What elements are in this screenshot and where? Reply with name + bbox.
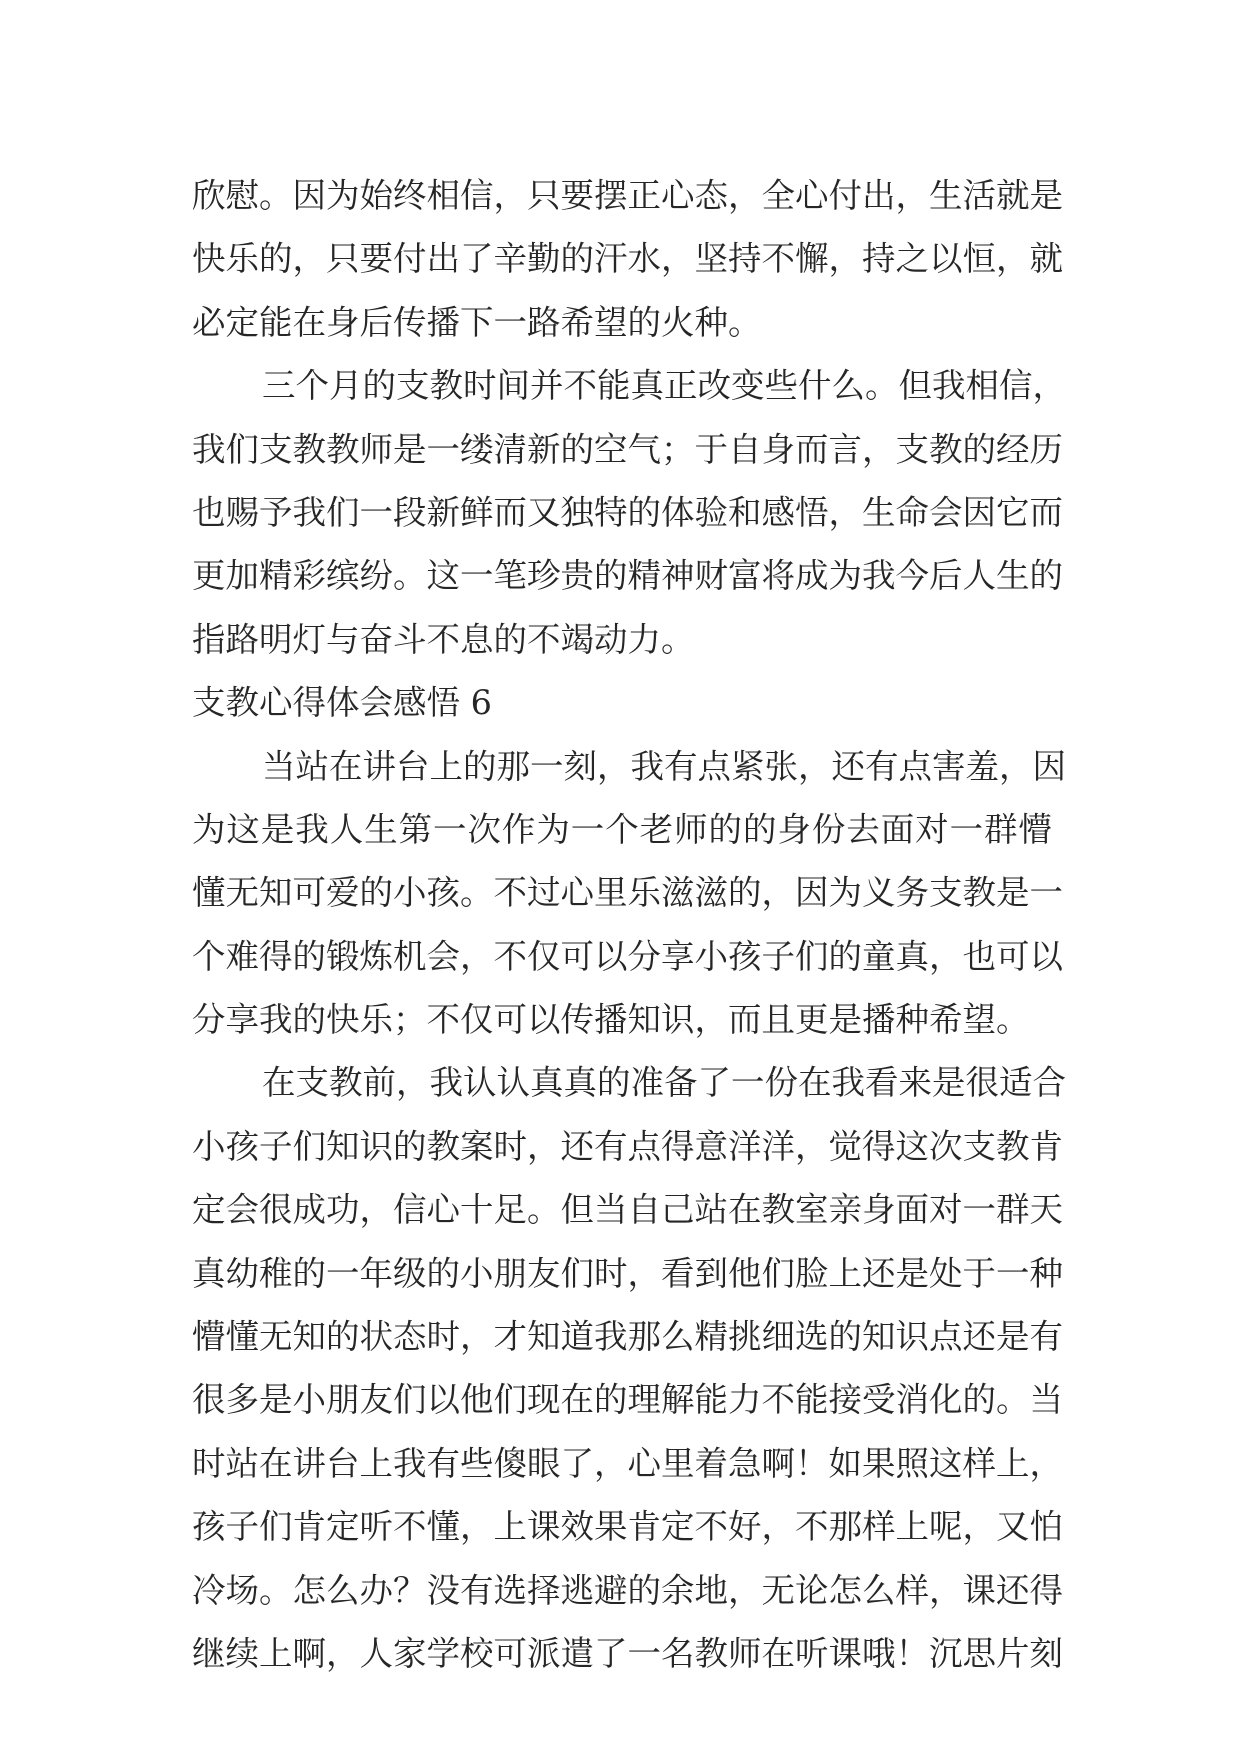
text-line: 指路明灯与奋斗不息的不竭动力。: [192, 619, 695, 659]
text-line: 懂无知可爱的小孩。不过心里乐滋滋的，因为义务支教是一: [192, 873, 1063, 913]
text-line: 孩子们肯定听不懂，上课效果肯定不好，不那样上呢，又怕: [192, 1507, 1063, 1547]
text-line: 时站在讲台上我有些傻眼了，心里着急啊！如果照这样上，: [192, 1443, 1063, 1483]
text-line: 真幼稚的一年级的小朋友们时，看到他们脸上还是处于一种: [192, 1253, 1063, 1293]
text-line: 在支教前，我认认真真的准备了一份在我看来是很适合: [262, 1063, 1066, 1103]
text-line: 更加精彩缤纷。这一笔珍贵的精神财富将成为我今后人生的: [192, 556, 1063, 596]
text-line: 为这是我人生第一次作为一个老师的的身份去面对一群懵: [192, 809, 1052, 849]
text-line: 快乐的，只要付出了辛勤的汗水，坚持不懈，持之以恒，就: [192, 239, 1063, 279]
text-line: 也赐予我们一段新鲜而又独特的体验和感悟，生命会因它而: [192, 492, 1063, 532]
text-line: 冷场。怎么办？没有选择逃避的余地，无论怎么样，课还得: [192, 1570, 1063, 1610]
text-line: 欣慰。因为始终相信，只要摆正心态，全心付出，生活就是: [192, 176, 1063, 215]
text-line: 分享我的快乐；不仅可以传播知识，而且更是播种希望。: [192, 1000, 1030, 1040]
text-line: 我们支教教师是一缕清新的空气；于自身而言，支教的经历: [192, 429, 1063, 469]
body-text: [192, 164, 1066, 1685]
text-line: 个难得的锻炼机会，不仅可以分享小孩子们的童真，也可以: [192, 936, 1063, 976]
text-line: 定会很成功，信心十足。但当自己站在教室亲身面对一群天: [192, 1190, 1063, 1230]
section-heading: 支教心得体会感悟 6: [192, 683, 492, 723]
text-line: 当站在讲台上的那一刻，我有点紧张，还有点害羞，因: [262, 746, 1066, 786]
text-line: 小孩子们知识的教案时，还有点得意洋洋，觉得这次支教肯: [192, 1126, 1063, 1166]
text-line: 必定能在身后传播下一路希望的火种。: [192, 302, 762, 342]
text-line: 懵懂无知的状态时，才知道我那么精挑细选的知识点还是有: [192, 1317, 1063, 1357]
text-line: 很多是小朋友们以他们现在的理解能力不能接受消化的。当: [192, 1380, 1063, 1420]
text-line: 继续上啊，人家学校可派遣了一名教师在听课哦！沉思片刻: [192, 1633, 1063, 1673]
text-line: 三个月的支教时间并不能真正改变些什么。但我相信，: [262, 366, 1066, 406]
